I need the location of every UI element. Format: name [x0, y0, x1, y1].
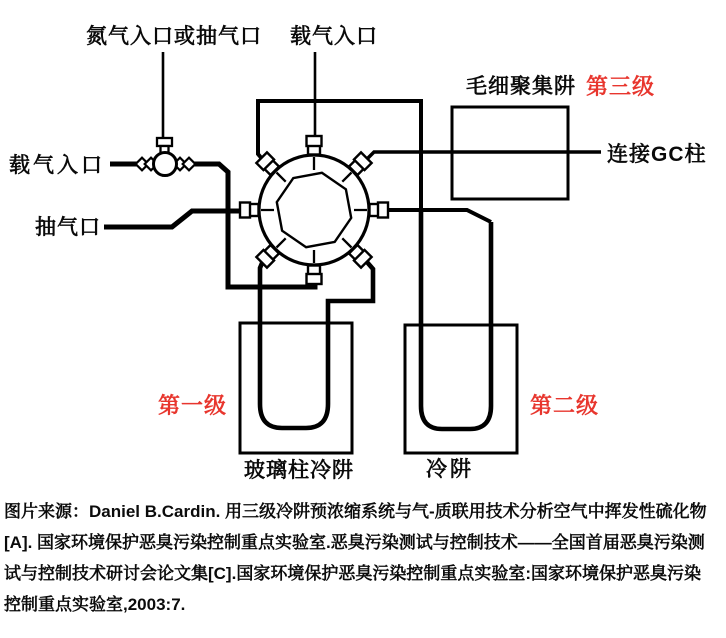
three-way-valve: [136, 138, 196, 176]
trap2-label: 冷阱: [426, 458, 474, 481]
caption-line: 试与控制技术研讨会论文集[C].国家环境保护恶臭污染控制重点实验室:国家环境保护恶臭污染: [4, 564, 701, 583]
trap1-box: [240, 323, 352, 453]
rotary-valve: [240, 136, 388, 284]
fitting-nut: [378, 203, 388, 218]
stage2-label: 第二级: [530, 393, 600, 418]
nitrogen-inlet-label: 氮气入口或抽气口: [86, 25, 262, 48]
fitting-nut: [240, 203, 250, 218]
fitting-nut: [307, 136, 322, 146]
pump-port-label: 抽气口: [35, 216, 101, 239]
right-port-route-line: [387, 210, 491, 222]
gc-column-label: 连接GC柱: [607, 143, 707, 166]
valve-port-fitting-top: [307, 136, 322, 155]
valve-port-fitting-right: [370, 203, 389, 218]
stage3-label: 第三级: [586, 74, 656, 99]
carrier-inlet-top-label: 载气入口: [290, 25, 378, 48]
valve-top-cap: [157, 138, 172, 146]
caption-line: 控制重点实验室,2003:7.: [4, 595, 186, 614]
caption-line: [A]. 国家环境保护恶臭污染控制重点实验室.恶臭污染测试与控制技术——全国首届恶臭污染测: [4, 533, 705, 552]
capillary-trap-label: 毛细聚集阱: [466, 75, 576, 98]
carrier-inlet-left-label: 载气入口: [9, 154, 105, 177]
three-way-valve-body: [154, 153, 177, 176]
valve-port-fitting-left: [240, 203, 259, 218]
valve-port-fitting-bottom: [307, 266, 322, 285]
fitting-nut: [307, 274, 322, 284]
pump-port-line: [104, 211, 243, 227]
caption-line: 图片来源：Daniel B.Cardin. 用三级冷阱预浓缩系统与气-质联用技术分析空气中挥发性硫化物: [4, 502, 707, 521]
image-source-caption: [4, 496, 726, 620]
stage1-label: 第一级: [158, 393, 228, 418]
trap1-label: 玻璃柱冷阱: [244, 459, 354, 482]
gc-column-line: [367, 152, 602, 160]
valve-right-fitting: [183, 158, 196, 171]
